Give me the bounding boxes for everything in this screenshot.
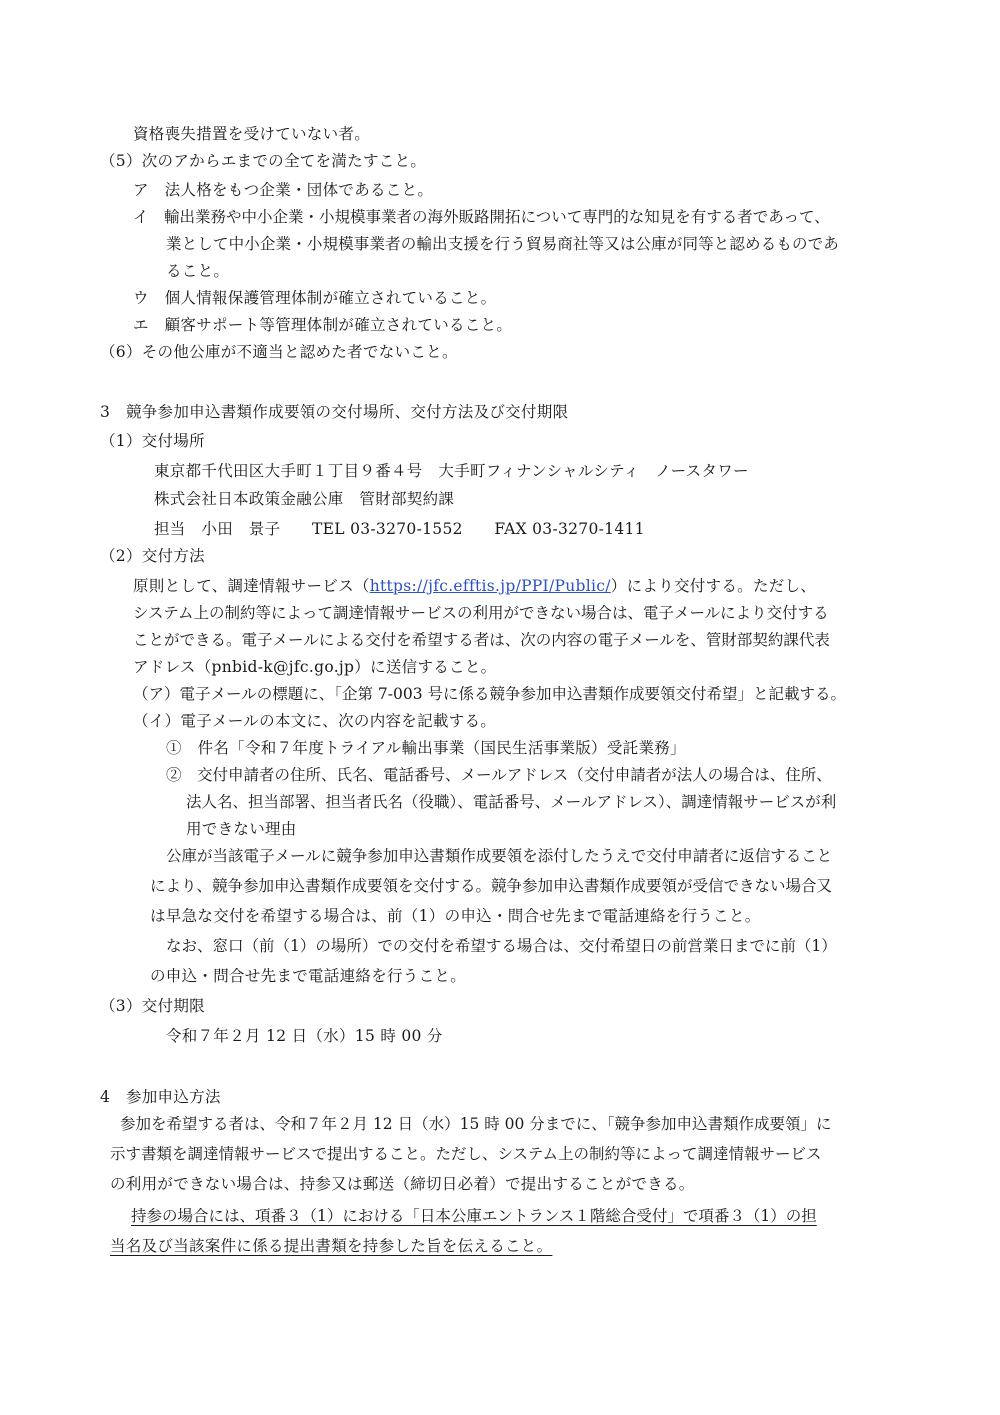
list-item-i: イ 輸出業務や中小企業・小規模事業者の海外販路開拓について専門的な知見を有する者であって、: [133, 208, 830, 226]
text-line: システム上の制約等によって調達情報サービスの利用ができない場合は、電子メールにより交付する: [133, 604, 829, 622]
text-line: 法人名、担当部署、担当者氏名（役職）、電話番号、メールアドレス）、調達情報サービスが利: [186, 793, 837, 811]
list-item-e: エ 顧客サポート等管理体制が確立されていること。: [133, 316, 513, 334]
text-line: 公庫が当該電子メールに競争参加申込書類作成要領を添付したうえで交付申請者に返信すること: [166, 847, 833, 865]
text-line: 用できない理由: [186, 820, 297, 838]
text-line: は早急な交付を希望する場合は、前（1）の申込・問合せ先まで電話連絡を行うこと。: [150, 907, 761, 925]
organization-line: 株式会社日本政策金融公庫 管財部契約課: [154, 490, 455, 508]
list-item-a: ア 法人格をもつ企業・団体であること。: [133, 181, 434, 199]
text-line: ことができる。電子メールによる交付を希望する者は、次の内容の電子メールを、管財部契約課代表: [133, 631, 830, 649]
text-span: 原則として、調達情報サービス（: [133, 577, 370, 595]
deadline-line: 令和７年２月 12 日（水）15 時 00 分: [166, 1027, 443, 1045]
text-line: により、競争参加申込書類作成要領を交付する。競争参加申込書類作成要領が受信できない場合又: [150, 877, 833, 895]
procurement-service-link[interactable]: https://jfc.efftis.jp/PPI/Public/: [369, 577, 611, 595]
text-line: 参加を希望する者は、令和７年２月 12 日（水）15 時 00 分までに、「競争参加申込書類作成要領」に: [120, 1115, 832, 1133]
text-line: [133, 576, 933, 596]
text-line: 業として中小企業・小規模事業者の輸出支援を行う貿易商社等又は公庫が同等と認めるものであ: [166, 235, 839, 253]
text-line: の利用ができない場合は、持参又は郵送（締切日必着）で提出することができる。: [110, 1175, 695, 1193]
subheading-delivery-deadline: （3）交付期限: [100, 997, 205, 1015]
text-line: 資格喪失措置を受けていない者。: [133, 125, 371, 143]
subheading-delivery-place: （1）交付場所: [100, 432, 205, 450]
section-4-heading: 4 参加申込方法: [100, 1088, 221, 1106]
text-line: の申込・問合せ先まで電話連絡を行うこと。: [150, 967, 467, 985]
list-item-i-paren: （イ）電子メールの本文に、次の内容を記載する。: [133, 712, 497, 730]
list-item-6: （6）その他公庫が不適当と認めた者でないこと。: [100, 343, 458, 361]
text-line: 示す書類を調達情報サービスで提出すること。ただし、システム上の制約等によって調達情報サービス: [110, 1145, 822, 1163]
address-line: 東京都千代田区大手町１丁目９番４号 大手町フィナンシャルシティ ノースタワー: [154, 462, 749, 480]
list-item-a-paren: （ア）電子メールの標題に、「企第 7-003 号に係る競争参加申込書類作成要領交付希望」と記載する。: [133, 685, 846, 703]
list-item-u: ウ 個人情報保護管理体制が確立されていること。: [133, 289, 497, 307]
contact-line: 担当 小田 景子 TEL 03-3270-1552 FAX 03-3270-1411: [154, 520, 645, 538]
text-span: ）により交付する。ただし、: [610, 577, 817, 595]
section-3-heading: 3 競争参加申込書類作成要領の交付場所、交付方法及び交付期限: [100, 403, 569, 421]
text-line: なお、窓口（前（1）の場所）での交付を希望する場合は、交付希望日の前営業日までに前（1）: [166, 937, 837, 955]
list-item-5: （5）次のアからエまでの全てを満たすこと。: [100, 152, 427, 170]
text-line: アドレス（pnbid-k@jfc.go.jp）に送信すること。: [133, 658, 497, 676]
list-item-circled-2: ② 交付申請者の住所、氏名、電話番号、メールアドレス（交付申請者が法人の場合は、住所、: [166, 766, 832, 784]
underlined-text-line: 当名及び当該案件に係る提出書類を持参した旨を伝えること。: [110, 1237, 553, 1255]
list-item-circled-1: ① 件名「令和７年度トライアル輸出事業（国民生活事業版）受託業務」: [166, 739, 686, 757]
text-line: ること。: [166, 262, 230, 280]
subheading-delivery-method: （2）交付方法: [100, 547, 205, 565]
underlined-text-line: 持参の場合には、項番３（1）における「日本公庫エントランス１階総合受付」で項番３（1）の担: [131, 1207, 817, 1225]
